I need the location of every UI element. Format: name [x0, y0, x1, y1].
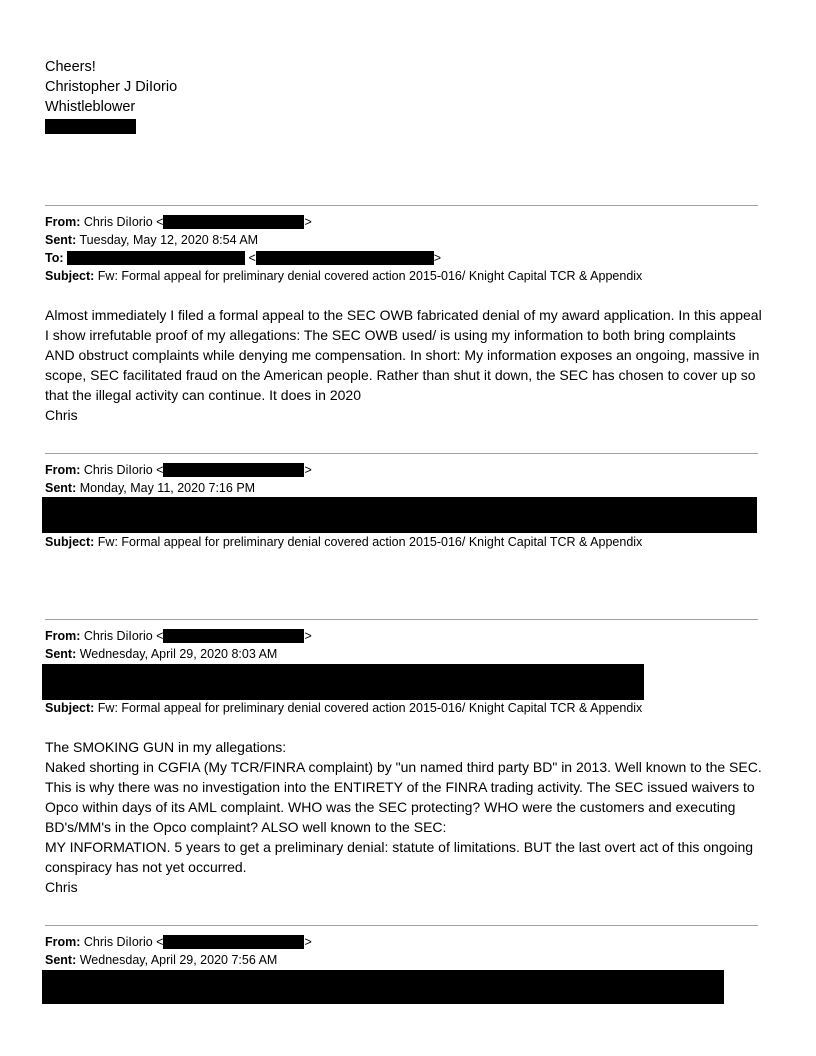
email-sent-line — [45, 480, 255, 497]
email-from-line — [45, 462, 312, 479]
email-subject-line — [45, 268, 642, 285]
sent-date: Wednesday, April 29, 2020 7:56 AM — [79, 953, 278, 967]
sent-label: Sent: — [45, 233, 77, 247]
from-sender: Chris DiIorio — [83, 935, 153, 949]
subject-label: Subject: — [45, 701, 95, 715]
sent-label: Sent: — [45, 953, 77, 967]
email-subject-line — [45, 700, 642, 717]
gt-bracket: > — [304, 935, 312, 949]
lt-bracket: < — [156, 629, 164, 643]
from-sender: Chris DiIorio — [83, 215, 153, 229]
sent-date: Tuesday, May 12, 2020 8:54 AM — [79, 233, 259, 247]
email-from-line — [45, 214, 312, 231]
subject-text: Fw: Formal appeal for preliminary denial covered action 2015-016/ Knight Capital TCR & Appendix — [97, 269, 643, 283]
sent-label: Sent: — [45, 481, 77, 495]
gt-bracket: > — [304, 629, 312, 643]
signature-closing: Cheers! — [45, 59, 96, 75]
email-to-line — [45, 250, 441, 267]
redaction-block — [45, 119, 136, 134]
gt-bracket: > — [304, 463, 312, 477]
from-sender: Chris DiIorio — [83, 463, 153, 477]
lt-bracket: < — [248, 251, 256, 265]
redaction-block — [42, 664, 644, 700]
email-sent-line — [45, 646, 277, 663]
subject-text: Fw: Formal appeal for preliminary denial covered action 2015-016/ Knight Capital TCR & Appendix — [97, 535, 643, 549]
email-from-line — [45, 934, 312, 951]
gt-bracket: > — [304, 215, 312, 229]
email-body — [45, 737, 765, 897]
redaction-inline — [163, 463, 304, 477]
gt-bracket: > — [433, 251, 442, 265]
email-subject-line — [45, 534, 642, 551]
redaction-block — [42, 970, 724, 1004]
email-separator — [45, 205, 758, 206]
lt-bracket: < — [156, 215, 164, 229]
redaction-inline — [67, 251, 245, 265]
email-separator — [45, 619, 758, 620]
body-signoff: Chris — [45, 879, 78, 895]
email-sent-line — [45, 232, 258, 249]
subject-label: Subject: — [45, 269, 95, 283]
redaction-block — [42, 497, 757, 533]
sent-label: Sent: — [45, 647, 77, 661]
redaction-inline — [163, 629, 304, 643]
from-label: From: — [45, 629, 81, 643]
email-sent-line — [45, 952, 277, 969]
lt-bracket: < — [156, 463, 164, 477]
from-label: From: — [45, 215, 81, 229]
signature-name: Christopher J DiIorio — [45, 79, 178, 95]
sent-date: Monday, May 11, 2020 7:16 PM — [79, 481, 256, 495]
body-paragraph: Naked shorting in CGFIA (My TCR/FINRA complaint) by "un named third party BD" in 2013. Well known to the SEC. This is why there was no investigation into the ENTIRETY of the FINRA trading activity. The SEC issued waivers to Opco within days of its AML complaint. WHO was the SEC protecting? WHO were the customers and executing BD's/MM's in the Opco complaint? ALSO well known to the SEC: — [45, 759, 762, 835]
email-body — [45, 305, 765, 425]
from-sender: Chris DiIorio — [83, 629, 153, 643]
sent-date: Wednesday, April 29, 2020 8:03 AM — [79, 647, 278, 661]
body-paragraph: The SMOKING GUN in my allegations: — [45, 739, 287, 755]
subject-text: Fw: Formal appeal for preliminary denial covered action 2015-016/ Knight Capital TCR & Appendix — [97, 701, 643, 715]
from-label: From: — [45, 935, 81, 949]
to-label: To: — [45, 251, 64, 265]
signature-title: Whistleblower — [45, 99, 136, 115]
email-separator — [45, 925, 758, 926]
redaction-inline — [256, 251, 434, 265]
from-label: From: — [45, 463, 81, 477]
email-from-line — [45, 628, 312, 645]
body-signoff: Chris — [45, 407, 78, 423]
lt-bracket: < — [156, 935, 164, 949]
body-paragraph: MY INFORMATION. 5 years to get a preliminary denial: statute of limitations. BUT the last overt act of this ongoing conspiracy has not yet occurred. — [45, 839, 754, 875]
email-separator — [45, 453, 758, 454]
redaction-inline — [163, 215, 304, 229]
body-paragraph: Almost immediately I filed a formal appeal to the SEC OWB fabricated denial of my award application. In this appeal I show irrefutable proof of my allegations: The SEC OWB used/ is using my information to both bring complaints AND obstruct complaints while denying me compensation. In short: My information exposes an ongoing, massive in scope, SEC facilitated fraud on the American people. Rather than shut it down, the SEC has chosen to cover up so that the illegal activity can continue. It does in 2020 — [45, 307, 762, 403]
redaction-inline — [163, 935, 304, 949]
subject-label: Subject: — [45, 535, 95, 549]
